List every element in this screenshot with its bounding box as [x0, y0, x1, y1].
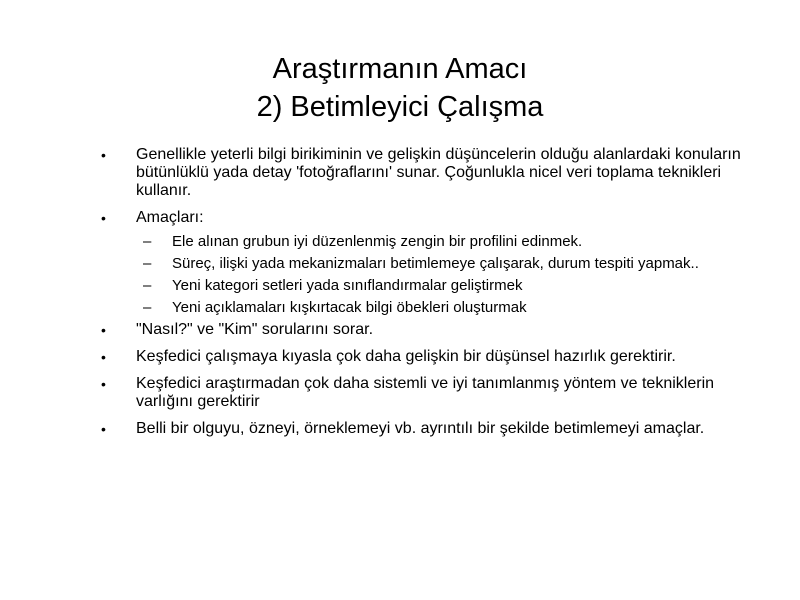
sub-bullet-text: Ele alınan grubun iyi düzenlenmiş zengin bir profilini edinmek.: [172, 233, 583, 250]
bullet-icon: •: [101, 210, 106, 226]
dash-icon: –: [143, 255, 152, 272]
bullet-text: Keşfedici çalışmaya kıyasla çok daha gelişkin bir düşünsel hazırlık gerektirir.: [136, 348, 676, 365]
sub-bullet-item: [136, 255, 750, 272]
sub-bullet-list: [136, 233, 750, 316]
title-line-2: 2) Betimleyici Çalışma: [256, 91, 544, 124]
bullet-text: Amaçları:: [136, 209, 204, 226]
bullet-text: Genellikle yeterli bilgi birikiminin ve gelişkin düşüncelerin olduğu alanlardaki konuların bütünlüklü yada detay 'fotoğraflarını' sunar. Çoğunlukla nicel veri toplama teknikleri kullanır.: [136, 146, 741, 199]
dash-icon: –: [143, 233, 152, 250]
bullet-icon: •: [101, 421, 106, 437]
dash-icon: –: [143, 277, 152, 294]
bullet-item: [100, 209, 750, 316]
sub-bullet-text: Süreç, ilişki yada mekanizmaları betimlemeye çalışarak, durum tespiti yapmak..: [172, 255, 699, 272]
bullet-icon: •: [101, 349, 106, 365]
bullet-item: [100, 321, 750, 339]
bullet-icon: •: [101, 322, 106, 338]
bullet-text: "Nasıl?" ve "Kim" sorularını sorar.: [136, 321, 374, 338]
bullet-text: Keşfedici araştırmadan çok daha sistemli ve iyi tanımlanmış yöntem ve tekniklerin varlığını gerektirir: [136, 375, 715, 410]
slide-title: [0, 50, 800, 126]
sub-bullet-item: [136, 233, 750, 250]
bullet-item: [100, 420, 750, 438]
bullet-text: Belli bir olguyu, özneyi, örneklemeyi vb. ayrıntılı bir şekilde betimlemeyi amaçlar.: [136, 420, 705, 437]
bullet-item: [100, 348, 750, 366]
sub-bullet-item: [136, 277, 750, 294]
sub-bullet-item: [136, 299, 750, 316]
title-line-1: Araştırmanın Amacı: [272, 53, 528, 86]
sub-bullet-text: Yeni açıklamaları kışkırtacak bilgi öbekleri oluşturmak: [172, 299, 527, 316]
bullet-item: [100, 375, 750, 411]
bullet-item: [100, 146, 750, 200]
bullet-list: [100, 146, 750, 447]
sub-bullet-text: Yeni kategori setleri yada sınıflandırmalar geliştirmek: [172, 277, 523, 294]
bullet-icon: •: [101, 376, 106, 392]
bullet-icon: •: [101, 147, 106, 163]
dash-icon: –: [143, 299, 152, 316]
